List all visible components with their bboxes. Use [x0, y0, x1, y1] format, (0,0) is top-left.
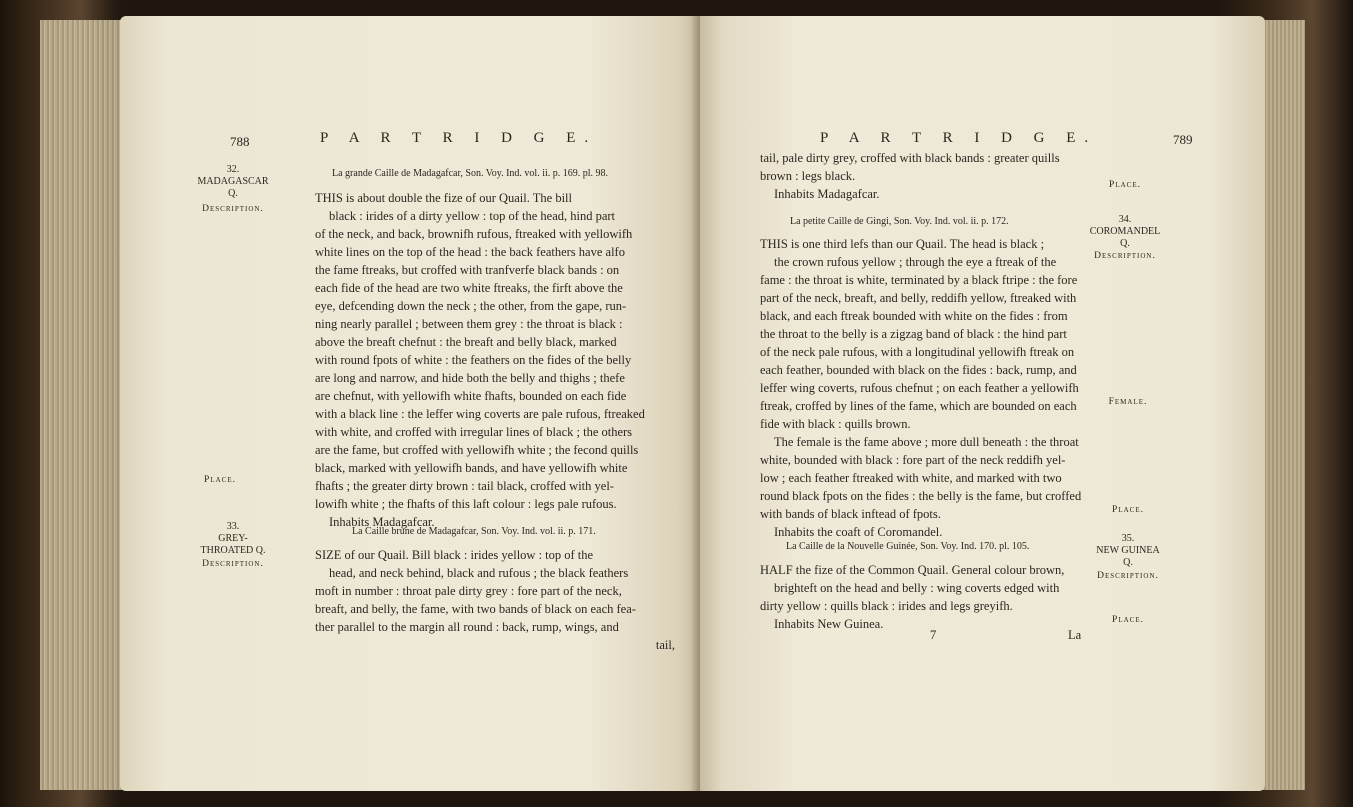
text-line: head, and neck behind, black and rufous ; the black feathers — [329, 566, 629, 580]
running-head: P A R T R I D G E. — [820, 130, 1098, 146]
description-label: Description. — [202, 204, 264, 214]
species-name: COROMANDEL — [1089, 226, 1161, 237]
text-line: The female is the fame above ; more dull beneath : the throat — [774, 435, 1079, 449]
text-line: are the fame, but croffed with yellowifh white ; the fecond quills — [315, 443, 639, 457]
text-line: Inhabits the coaft of Coromandel. — [774, 525, 943, 539]
place-label: Place. — [1109, 180, 1141, 190]
entry-number: 35. — [1121, 533, 1135, 544]
species-letter: Q. — [1120, 238, 1130, 249]
text-line: with a black line : the leffer wing coverts are pale rufous, ftreaked — [315, 407, 645, 421]
species-name: THROATED Q. — [200, 545, 266, 556]
species-letter: Q. — [1123, 557, 1133, 568]
species-name: MADAGASCAR — [197, 176, 269, 187]
text-line: black : irides of a dirty yellow : top of the head, hind part — [329, 209, 616, 223]
text-line: HALF the fize of the Common Quail. General colour brown, — [760, 563, 1065, 577]
text-line: leffer wing coverts, rufous chefnut ; on each feather a yellowifh — [760, 381, 1079, 395]
text-line: white lines on the top of the head : the back feathers have alfo — [315, 245, 625, 259]
species-letter: Q. — [228, 188, 238, 199]
text-line: SIZE of our Quail. Bill black : irides yellow : top of the — [315, 548, 594, 562]
text-line: fame : the throat is white, terminated by a black ftripe : the fore — [760, 273, 1078, 287]
text-line: low ; each feather ftreaked with white, and marked with two — [760, 471, 1062, 485]
text-line: ftreak, croffed by lines of the fame, which are bounded on each — [760, 399, 1077, 413]
text-line: Inhabits Madagafcar. — [329, 515, 435, 529]
text-line: fhafts ; the greater dirty brown : tail black, croffed with yel- — [315, 479, 614, 493]
text-line: each fide of the head are two white ftreaks, the firft above the — [315, 281, 623, 295]
text-line: dirty yellow : quills black : irides and legs greyifh. — [760, 599, 1013, 613]
entry-number: 34. — [1118, 214, 1132, 225]
text-line: with white, and croffed with irregular lines of black ; the others — [315, 425, 633, 439]
text-line: black, marked with yellowifh bands, and have yellowifh white — [315, 461, 628, 475]
species-name: NEW GUINEA — [1096, 545, 1160, 556]
text-line: lowifh white ; the fhafts of this laft colour : legs pale rufous. — [315, 497, 617, 511]
citation: La Caille de la Nouvelle Guinée, Son. Voy. Ind. 170. pl. 105. — [786, 541, 1030, 552]
text-line: above the breaft chefnut : the breaft and belly black, marked — [315, 335, 617, 349]
signature-mark: 7 — [930, 628, 937, 642]
text-line: the throat to the belly is a zigzag band of black : the hind part — [760, 327, 1067, 341]
continuation-text — [760, 149, 1060, 203]
entry-35-text — [760, 561, 1064, 633]
text-line: eye, defcending down the neck ; the other, from the gape, run- — [315, 299, 627, 313]
citation: La Caille brune de Madagafcar, Son. Voy. Ind. vol. ii. p. 171. — [352, 526, 596, 537]
page-number: 788 — [230, 134, 250, 149]
text-line: Inhabits New Guinea. — [774, 617, 884, 631]
text-line: THIS is one third lefs than our Quail. The head is black ; — [760, 237, 1045, 251]
right-page — [700, 16, 1265, 791]
entry-number: 32. — [226, 164, 240, 175]
left-page — [120, 16, 700, 791]
place-label: Place. — [204, 475, 236, 485]
entry-number: 33. — [226, 521, 240, 532]
text-line: white, bounded with black : fore part of the neck reddifh yel- — [760, 453, 1066, 467]
text-line: tail, — [655, 638, 675, 652]
text-line: black, and each ftreak bounded with white on the fides : from — [760, 309, 1068, 323]
species-name: GREY- — [218, 533, 248, 544]
text-line: the fame ftreaks, but croffed with tranfverfe black bands : on — [315, 263, 620, 277]
text-line: are long and narrow, and hide both the belly and thighs ; thefe — [315, 371, 625, 385]
page-number: 789 — [1173, 132, 1193, 147]
text-line: the crown rufous yellow ; through the eye a ftreak of the — [774, 255, 1057, 269]
text-line: with bands of black inftead of fpots. — [760, 507, 941, 521]
text-line: each feather, bounded with black on the fides : back, rump, and — [760, 363, 1077, 377]
text-line: of the neck pale rufous, with a longitudinal yellowifh ftreak on — [760, 345, 1075, 359]
citation: La petite Caille de Gingi, Son. Voy. Ind. vol. ii. p. 172. — [790, 216, 1009, 227]
text-line: Inhabits Madagafcar. — [774, 187, 880, 201]
description-label: Description. — [1094, 251, 1156, 261]
text-line: of the neck, and back, brownifh rufous, ftreaked with yellowifh — [315, 227, 633, 241]
place-label: Place. — [1112, 615, 1144, 625]
female-label: Female. — [1108, 397, 1148, 407]
place-label: Place. — [1112, 505, 1144, 515]
text-line: breaft, and belly, the fame, with two bands of black on each fea- — [315, 602, 636, 616]
text-line: round black fpots on the fides : the belly is the fame, but croffed — [760, 489, 1082, 503]
text-line: ning nearly parallel ; between them grey : the throat is black : — [315, 317, 623, 331]
description-label: Description. — [202, 559, 264, 569]
text-line: fide with black : quills brown. — [760, 417, 911, 431]
description-label: Description. — [1097, 571, 1159, 581]
entry-33-text — [315, 546, 675, 654]
citation: La grande Caille de Madagafcar, Son. Voy. Ind. vol. ii. p. 169. pl. 98. — [332, 168, 609, 179]
text-line: moft in number : throat pale dirty grey : fore part of the neck, — [315, 584, 622, 598]
catchword: La — [1068, 628, 1082, 642]
running-head: P A R T R I D G E. — [320, 130, 598, 146]
text-line: part of the neck, breaft, and belly, reddifh yellow, ftreaked with — [760, 291, 1077, 305]
entry-32-text — [315, 189, 645, 531]
text-line: are chefnut, with yellowifh white fhafts, bounded on each fide — [315, 389, 627, 403]
entry-34-text — [760, 235, 1081, 541]
text-line: tail, pale dirty grey, croffed with black bands : greater quills — [760, 151, 1060, 165]
text-line: brighteft on the head and belly : wing coverts edged with — [774, 581, 1060, 595]
text-line: THIS is about double the fize of our Quail. The bill — [315, 191, 573, 205]
text-line: with round fpots of white : the feathers on the fides of the belly — [315, 353, 632, 367]
text-line: brown : legs black. — [760, 169, 856, 183]
text-line: ther parallel to the margin all round : back, rump, wings, and — [315, 620, 619, 634]
